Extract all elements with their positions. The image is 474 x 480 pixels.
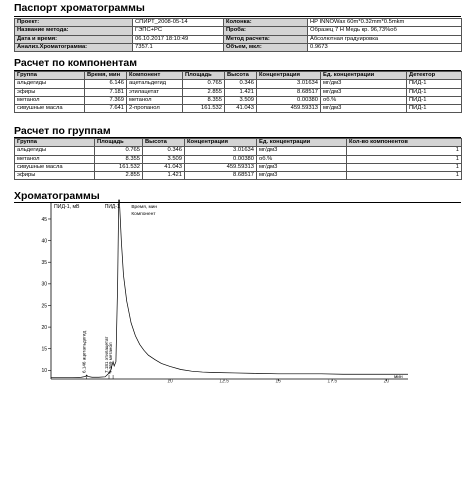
components-cell: ПИД-1 xyxy=(407,88,462,96)
groups-cell: 3.01634 xyxy=(185,147,257,155)
groups-title: Расчет по группам xyxy=(14,125,111,137)
groups-column-header: Кол-во компонентов xyxy=(347,139,462,147)
peak-label: 6.146 ацетальдегид xyxy=(81,330,87,373)
chromatograms-title: Хроматограммы xyxy=(14,190,100,202)
detector-tag: ПИД-1 xyxy=(104,204,120,210)
y-tick-label: 15 xyxy=(41,346,47,353)
components-column-header: Группа xyxy=(15,72,85,80)
groups-cell: 1 xyxy=(347,172,462,180)
groups-cell: 1 xyxy=(347,147,462,155)
groups-cell: 41.043 xyxy=(143,163,185,171)
x-tick-label: 10 xyxy=(167,378,173,385)
components-cell: 1.421 xyxy=(225,88,257,96)
components-cell: мг/дм3 xyxy=(321,88,407,96)
peak-label: 7.181 этилацетат xyxy=(104,336,110,373)
x-tick-label: 12.5 xyxy=(219,378,229,385)
groups-cell: мг/дм3 xyxy=(257,147,347,155)
passport-value: 7357.1 xyxy=(133,43,224,51)
components-cell: 8.68517 xyxy=(257,88,321,96)
components-column-header: Компонент xyxy=(127,72,183,80)
y-tick-label: 35 xyxy=(41,260,47,267)
components-column-header: Площадь xyxy=(183,72,225,80)
components-cell: 7.181 xyxy=(85,88,127,96)
passport-label: Проект: xyxy=(15,19,133,27)
passport-label: Метод расчета: xyxy=(224,35,308,43)
passport-value: HP INNOWax 60m*0.32mm*0.5mkm xyxy=(308,19,462,27)
passport-title: Паспорт хроматограммы xyxy=(14,2,145,14)
groups-cell: 1.421 xyxy=(143,172,185,180)
groups-cell: об.% xyxy=(257,155,347,163)
x-tick-label: 20 xyxy=(383,378,390,385)
components-cell: 41.043 xyxy=(225,105,257,113)
groups-cell: 3.509 xyxy=(143,155,185,163)
components-title: Расчет по компонентам xyxy=(14,57,137,69)
groups-cell: 459.59313 xyxy=(185,163,257,171)
y-tick-label: 45 xyxy=(41,216,47,223)
components-cell: 7.369 xyxy=(85,96,127,104)
components-cell: 3.509 xyxy=(225,96,257,104)
groups-cell: сивушные масла xyxy=(15,163,95,171)
groups-cell: 0.00380 xyxy=(185,155,257,163)
components-cell: 7.641 xyxy=(85,105,127,113)
components-cell: ацетальдегид xyxy=(127,80,183,88)
y-tick-label: 10 xyxy=(41,368,47,375)
peak-annotation-component: Компонент xyxy=(131,212,156,217)
x-tick-label: 15 xyxy=(275,378,281,385)
peak-label: 7.369 метанол xyxy=(108,342,114,373)
groups-cell: 8.68517 xyxy=(185,172,257,180)
passport-label: Анализ.Хроматограмма: xyxy=(15,43,133,51)
components-column-header: Концентрация xyxy=(257,72,321,80)
passport-label: Дата и время: xyxy=(15,35,133,43)
passport-value: ГЭПС+РС xyxy=(133,27,224,35)
groups-cell: 1 xyxy=(347,163,462,171)
passport-value: 0.9673 xyxy=(308,43,462,51)
groups-column-header: Площадь xyxy=(95,139,143,147)
y-tick-label: 25 xyxy=(41,303,47,310)
groups-column-header: Группа xyxy=(15,139,95,147)
components-cell: об.% xyxy=(321,96,407,104)
groups-cell: 0.346 xyxy=(143,147,185,155)
components-column-header: Детектор xyxy=(407,72,462,80)
components-cell: 2.855 xyxy=(183,88,225,96)
components-cell: 459.59313 xyxy=(257,105,321,113)
components-cell: мг/дм3 xyxy=(321,80,407,88)
groups-column-header: Ед. концентрации xyxy=(257,139,347,147)
passport-label: Колонка: xyxy=(224,19,308,27)
groups-cell: 1 xyxy=(347,155,462,163)
passport-value: 06.10.2017 18:10:49 xyxy=(133,35,224,43)
components-cell: ПИД-1 xyxy=(407,105,462,113)
components-cell: метанол xyxy=(127,96,183,104)
components-cell: этилацетат xyxy=(127,88,183,96)
groups-cell: 8.355 xyxy=(95,155,143,163)
components-cell: 0.00380 xyxy=(257,96,321,104)
groups-cell: 2.855 xyxy=(95,172,143,180)
passport-label: Название метода: xyxy=(15,27,133,35)
components-cell: 161.532 xyxy=(183,105,225,113)
groups-column-header: Концентрация xyxy=(185,139,257,147)
components-cell: ПИД-1 xyxy=(407,80,462,88)
groups-cell: 161.532 xyxy=(95,163,143,171)
components-cell: ПИД-1 xyxy=(407,96,462,104)
x-tick-label: 17.5 xyxy=(327,378,338,385)
y-tick-label: 30 xyxy=(41,281,47,288)
components-cell: 3.01634 xyxy=(257,80,321,88)
groups-cell: мг/дм3 xyxy=(257,163,347,171)
y-axis-label: ПИД-1, мВ xyxy=(54,204,80,210)
components-cell: эфиры xyxy=(15,88,85,96)
groups-cell: 0.765 xyxy=(95,147,143,155)
x-axis-unit-label: мин xyxy=(394,375,403,380)
components-column-header: Высота xyxy=(225,72,257,80)
passport-value: СПИРТ_2008-05-14 xyxy=(133,19,224,27)
components-cell: мг/дм3 xyxy=(321,105,407,113)
components-cell: 0.765 xyxy=(183,80,225,88)
components-cell: 8.355 xyxy=(183,96,225,104)
passport-label: Объем, мкл: xyxy=(224,43,308,51)
components-cell: 6.146 xyxy=(85,80,127,88)
components-cell: 2-пропанол xyxy=(127,105,183,113)
components-column-header: Время, мин xyxy=(85,72,127,80)
groups-column-header: Высота xyxy=(143,139,185,147)
groups-cell: альдегиды xyxy=(15,147,95,155)
components-column-header: Ед. концентрации xyxy=(321,72,407,80)
passport-value: Абсолютная градуировка xyxy=(308,35,462,43)
components-cell: сивушные масла xyxy=(15,105,85,113)
groups-cell: мг/дм3 xyxy=(257,172,347,180)
components-cell: альдегиды xyxy=(15,80,85,88)
y-tick-label: 20 xyxy=(41,324,47,331)
components-cell: 0.346 xyxy=(225,80,257,88)
components-cell: метанол xyxy=(15,96,85,104)
groups-cell: эфиры xyxy=(15,172,95,180)
peak-annotation-time: Время, мин xyxy=(131,205,158,210)
y-tick-label: 40 xyxy=(41,238,47,245)
passport-value: Образец 7 Н Медь кр. 96,73%об xyxy=(308,27,462,35)
passport-label: Проба: xyxy=(224,27,308,35)
groups-cell: метанол xyxy=(15,155,95,163)
